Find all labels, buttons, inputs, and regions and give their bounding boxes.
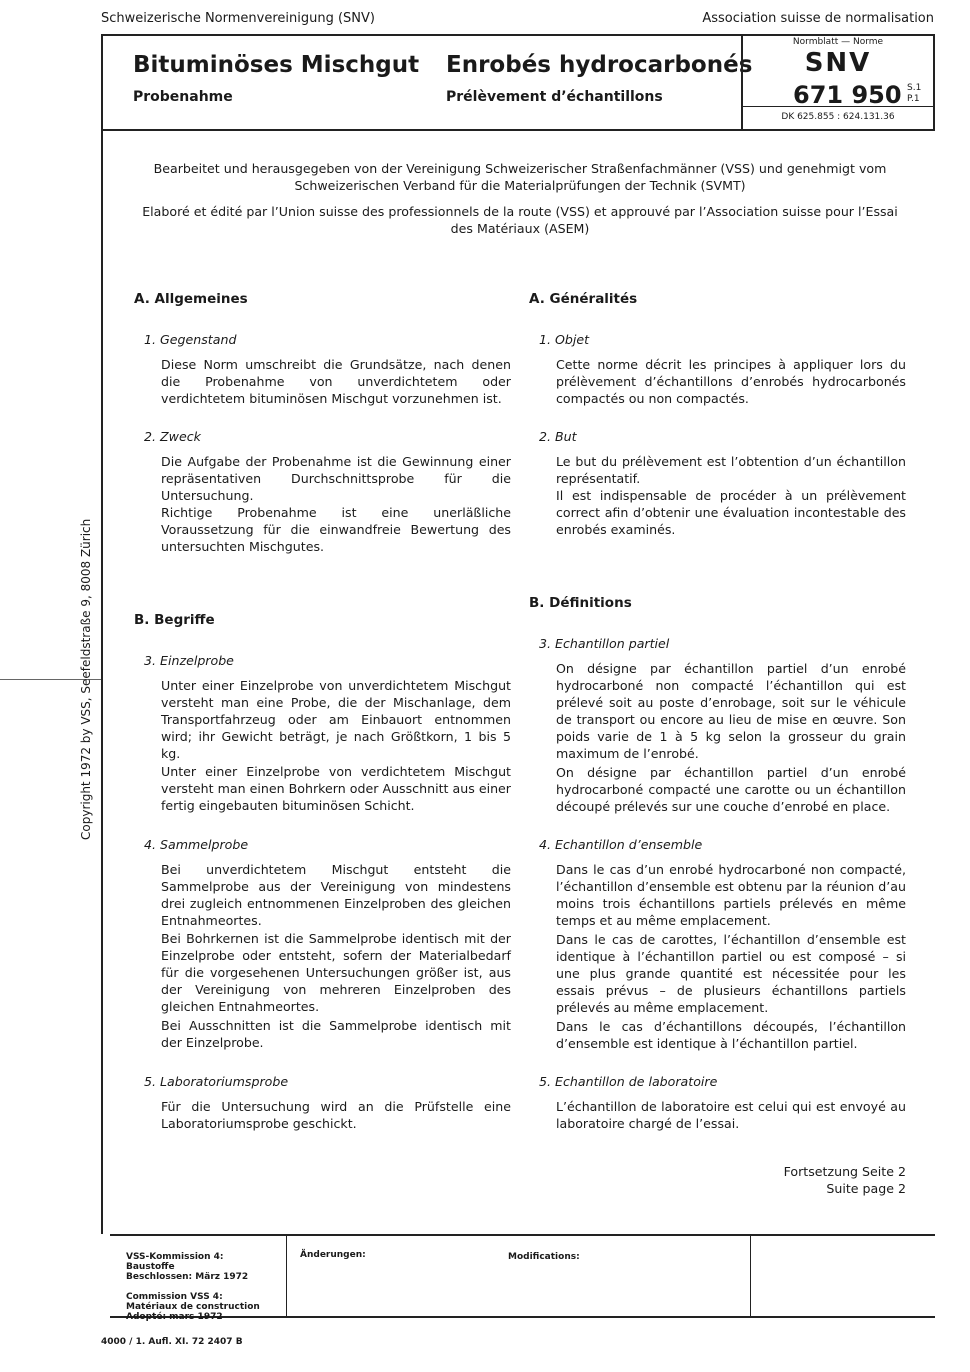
page-indicator — [907, 83, 921, 105]
fr-heading-5: 5. Echantillon de laboratoire — [539, 1074, 718, 1089]
norm-number: 671 950 — [793, 81, 902, 109]
subtitle-de: Probenahme — [133, 89, 233, 105]
header-divider — [101, 129, 935, 131]
fr-para-2a: Le but du prélèvement est l’obtention d’un échantillon représentatif. — [556, 454, 906, 486]
fr-heading-2: 2. But — [539, 429, 577, 444]
commission-fr: Commission VSS 4: Matériaux de construction Adopté: mars 1972 — [126, 1292, 260, 1322]
fr-section-a: A. Généralités — [529, 291, 638, 307]
fr-para-3a: On désigne par échantillon partiel d’un enrobé hydrocarboné non compacté l’échantillon qui est prélevé soit au poste d’enrobage, soit sur le véhicule de transport ou encore au lieu de mise en œuvre. Son poids varie de 1 à 5 kg selon la grosseur du grain maximum de l’enrobé. — [556, 661, 906, 761]
fr-para-4b: Dans le cas de carottes, l’échantillon d’ensemble est identique à l’échantillon partiel ou est composé – si une plus grande quantité est nécessitée pour les essais prévus – de plusieurs échantillons partiels prélevés au même emplacement. — [556, 932, 906, 1015]
intro-de-line1: Bearbeitet und herausgegeben von der Vereinigung Schweizerischer Straßenfachmänner (VSS) und genehmigt vom — [153, 161, 887, 176]
de-para-5: Für die Untersuchung wird an die Prüfstelle eine Laboratoriumsprobe geschickt. — [161, 1099, 511, 1131]
norm-box — [741, 34, 935, 129]
fr-section-b: B. Définitions — [529, 595, 632, 611]
de-heading-3: 3. Einzelprobe — [144, 653, 234, 668]
intro-fr-line1: Elaboré et édité par l’Union suisse des professionnels de la route (VSS) et approuvé par l’Association suisse pour l’Essai — [142, 204, 898, 219]
de-heading-4: 4. Sammelprobe — [144, 837, 249, 852]
changes-label-fr: Modifications: — [508, 1252, 580, 1262]
de-heading-5: 5. Laboratoriumsprobe — [144, 1074, 289, 1089]
table-divider-2 — [750, 1236, 751, 1316]
de-para-4b: Bei Bohrkernen ist die Sammelprobe identisch mit der Einzelprobe oder entsteht, sofern der Materialbedarf für die vorgesehenen Untersuchungen größer ist, aus der Vereinigung von mehreren Einzelproben des gleichen Entnahmeortes. — [161, 931, 511, 1014]
de-heading-1: 1. Gegenstand — [144, 332, 237, 347]
table-divider-1 — [286, 1236, 287, 1316]
norm-label: Normblatt — Norme — [792, 37, 884, 47]
de-para-4c: Bei Ausschnitten ist die Sammelprobe identisch mit der Einzelprobe. — [161, 1018, 511, 1050]
continuation-fr: Suite page 2 — [826, 1181, 906, 1196]
de-para-2b: Richtige Probenahme ist eine unerläßliche Voraussetzung für die einwandfreie Bewertung des untersuchten Mischgutes. — [161, 505, 511, 554]
approval-table — [110, 1234, 935, 1322]
de-para-3a: Unter einer Einzelprobe von unverdichtetem Mischgut versteht man eine Probe, die der Mischanlage, dem Transportfahrzeug oder am Einbauort entnommen wird; ihr Gewicht beträgt, je nach Größtkorn, 1 bis 5 kg. — [161, 678, 511, 761]
intro-fr — [120, 203, 920, 237]
fr-para-3b: On désigne par échantillon partiel d’un enrobé hydrocarboné compacté une carotte ou un échantillon découpé prélevés sur une couche d’enrobé en place. — [556, 765, 906, 814]
page-p: P.1 — [907, 94, 920, 104]
org-name-de: Schweizerische Normenvereinigung (SNV) — [101, 11, 375, 26]
org-name-fr: Association suisse de normalisation — [702, 11, 934, 26]
subtitle-fr: Prélèvement d’échantillons — [446, 89, 663, 105]
fr-para-4c: Dans le cas d’échantillons découpés, l’échantillon d’ensemble est identique à l’échantillon partiel. — [556, 1019, 906, 1051]
dk-classification: DK 625.855 : 624.131.36 — [781, 112, 895, 122]
fr-para-2b: Il est indispensable de procéder à un prélèvement correct afin d’obtenir une évaluation incontestable des enrobés examinés. — [556, 488, 906, 537]
norm-org: SNV — [804, 48, 872, 78]
page-s: S.1 — [907, 83, 922, 93]
norm-dk-divider — [743, 106, 933, 107]
fr-heading-3: 3. Echantillon partiel — [539, 636, 670, 651]
continuation-de: Fortsetzung Seite 2 — [783, 1164, 906, 1179]
title-de: Bituminöses Mischgut — [133, 52, 420, 78]
fr-heading-4: 4. Echantillon d’ensemble — [539, 837, 703, 852]
de-para-1: Diese Norm umschreibt die Grundsätze, nach denen die Probenahme von unverdichtetem oder verdichtetem bituminösen Mischgut vorzunehmen ist. — [161, 357, 511, 406]
de-para-3b: Unter einer Einzelprobe von verdichtetem Mischgut versteht man einen Bohrkern oder Ausschnitt aus einer fertig eingebauten bituminösen Schicht. — [161, 764, 511, 813]
title-fr: Enrobés hydrocarbonés — [446, 52, 753, 78]
changes-label-de: Änderungen: — [300, 1250, 366, 1260]
copyright-side-text: Copyright 1972 by VSS, Seefeldstraße 9, 8008 Zürich — [79, 518, 93, 840]
fr-para-1: Cette norme décrit les principes à appliquer lors du prélèvement d’échantillons d’enrobés hydrocarbonés compactés ou non compactés. — [556, 357, 906, 406]
de-section-a: A. Allgemeines — [134, 291, 248, 307]
intro-de-line2: Schweizerischen Verband für die Materialprüfungen der Technik (SVMT) — [294, 178, 746, 193]
fr-heading-1: 1. Objet — [539, 332, 590, 347]
fr-para-4a: Dans le cas d’un enrobé hydrocarboné non compacté, l’échantillon d’ensemble est obtenu par la réunion d’au moins trois échantillons partiels prélevés en même temps et au même emplacement. — [556, 862, 906, 928]
de-heading-2: 2. Zweck — [144, 429, 201, 444]
print-code: 4000 / 1. Aufl. XI. 72 2407 B — [101, 1337, 243, 1347]
intro-de — [120, 160, 920, 194]
fr-para-5: L’échantillon de laboratoire est celui qui est envoyé au laboratoire chargé de l’essai. — [556, 1099, 906, 1131]
de-para-4a: Bei unverdichtetem Mischgut entsteht die Sammelprobe aus der Vereinigung von mindestens drei zugleich entnommenen Einzelproben des gleichen Entnahmeortes. — [161, 862, 511, 928]
continuation-note — [784, 1163, 906, 1197]
intro-fr-line2: des Matériaux (ASEM) — [450, 221, 590, 236]
de-para-2a: Die Aufgabe der Probenahme ist die Gewinnung einer repräsentativen Durchschnittsprobe für die Untersuchung. — [161, 454, 511, 503]
de-section-b: B. Begriffe — [134, 612, 215, 628]
commission-de: VSS-Kommission 4: Baustoffe Beschlossen: März 1972 — [126, 1252, 249, 1282]
